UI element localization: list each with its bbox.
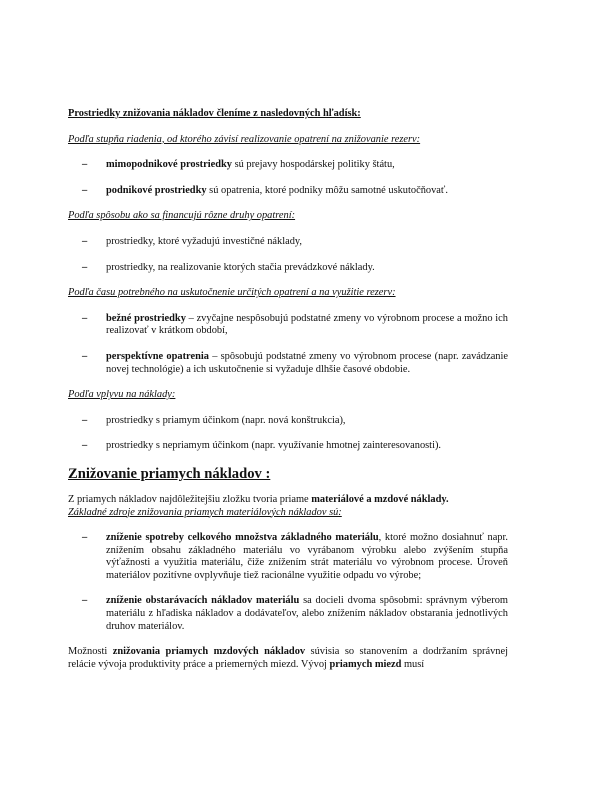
- dash-bullet: –: [82, 159, 88, 171]
- dash-bullet: –: [82, 235, 88, 247]
- list-item: – bežné prostriedky – zvyčajne nespôsobujú podstatné zmeny vo výrobnom procese a možno ich realizovať v krátkom období,: [82, 312, 508, 337]
- list-item: – zníženie obstarávacích nákladov materiálu sa docieli dvoma spôsobmi: správnym výberom materiálu z hľadiska nákladov a dodávateľov, alebo znížením nákladov obstarania jednotlivých druhov materiálov.: [82, 595, 508, 632]
- section-title-management-level: Podľa stupňa riadenia, od ktorého závisí realizovanie opatrení na znižovanie rezerv:: [68, 133, 421, 145]
- dash-bullet: –: [82, 312, 88, 324]
- intro-subtitle: Základné zdroje znižovania priamych materiálových nákladov sú:: [68, 506, 342, 518]
- wage-costs-paragraph: Možnosti znižovania priamych mzdových nákladov súvisia so stanovením a dodržaním správnej relácie vývoja produktivity práce a priemerných miezd. Vývoj priamych miezd musí: [68, 646, 509, 670]
- list-item: – zníženie spotreby celkového množstva základného materiálu, ktoré možno dosiahnuť napr. znížením obsahu základného materiálu vo vyrábanom výrobku alebo zvýšením stupňa výťažnosti a využitia materiálu, čiže znížením strát materiálu vo výrobnom procese. Úroveň materiálov pozitívne ovplyvňuje tiež racionálne využitie odpadu vo výrobe;: [82, 532, 508, 581]
- dash-bullet: –: [82, 595, 88, 607]
- dash-bullet: –: [82, 414, 88, 426]
- document-page: [68, 108, 508, 671]
- section-title-time: Podľa času potrebného na uskutočnenie určitých opatrení a na využitie rezerv:: [68, 287, 396, 299]
- list-item: – podnikové prostriedky sú opatrenia, ktoré podniky môžu samotné uskutočňovať.: [82, 184, 448, 196]
- list-item: – prostriedky, na realizovanie ktorých stačia prevádzkové náklady.: [82, 261, 375, 273]
- list-item: – prostriedky, ktoré vyžadujú investičné náklady,: [82, 235, 303, 247]
- dash-bullet: –: [82, 350, 88, 362]
- list-item: – prostriedky s nepriamym účinkom (napr. využívanie hmotnej zainteresovanosti).: [82, 440, 442, 452]
- dash-bullet: –: [82, 261, 88, 273]
- section-title-financing: Podľa spôsobu ako sa financujú rôzne druhy opatrení:: [68, 210, 296, 222]
- dash-bullet: –: [82, 532, 88, 544]
- dash-bullet: –: [82, 184, 88, 196]
- section-title-cost-impact: Podľa vplyvu na náklady:: [68, 389, 176, 401]
- list-item: – mimopodnikové prostriedky sú prejavy hospodárskej politiky štátu,: [82, 159, 395, 171]
- section-heading-direct-costs: Znižovanie priamych nákladov :: [68, 465, 271, 482]
- dash-bullet: –: [82, 440, 88, 452]
- main-heading: Prostriedky znižovania nákladov členíme z nasledovných hľadísk:: [68, 108, 361, 119]
- list-item: – perspektívne opatrenia – spôsobujú podstatné zmeny vo výrobnom procese (napr. zavádzanie novej technológie) a ich uskutočnenie si vyžaduje dlhšie časové obdobie.: [82, 350, 508, 375]
- list-item: – prostriedky s priamym účinkom (napr. nová konštrukcia),: [82, 414, 346, 426]
- intro-paragraph: Z priamych nákladov najdôležitejšiu zložku tvoria priame materiálové a mzdové náklady. Základné zdroje znižovania priamych materiálových nákladov sú:: [68, 493, 449, 518]
